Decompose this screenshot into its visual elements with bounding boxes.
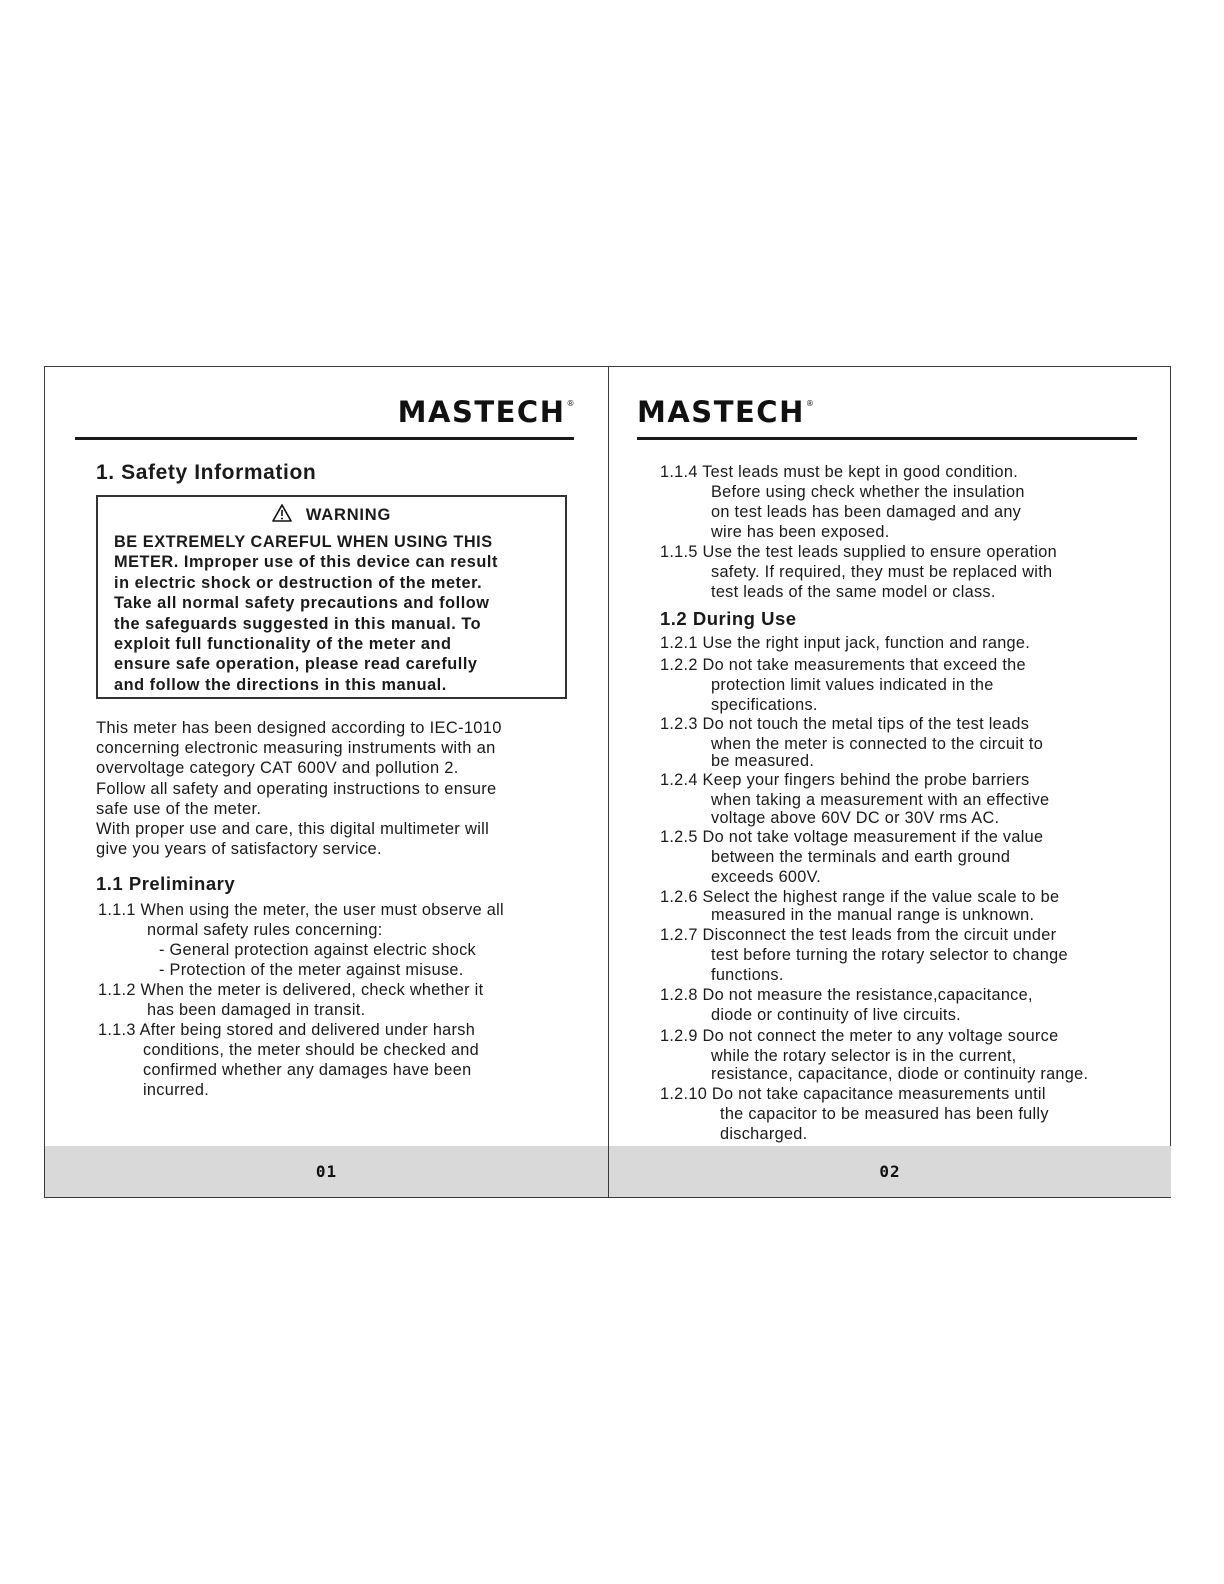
list-item: 1.2.8 Do not measure the resistance,capacitance, diode or continuity of live circuits.: [660, 986, 1033, 1025]
section-title: 1. Safety Information: [96, 461, 317, 484]
brand-logo: MASTECH®: [397, 395, 576, 429]
page-right: [609, 367, 1171, 1197]
manual-spread: [44, 366, 1171, 1198]
brand-logo: MASTECH®: [637, 395, 816, 429]
list-item: 1.2.7 Disconnect the test leads from the circuit under test before turning the rotary selector to change functions.: [660, 926, 1068, 985]
list-item: 1.2.10 Do not take capacitance measurements until the capacitor to be measured has been fully discharged.: [660, 1085, 1049, 1144]
subsection-title-during-use: 1.2 During Use: [660, 608, 797, 629]
page-footer: [609, 1146, 1171, 1197]
list-item: 1.1.5 Use the test leads supplied to ensure operation safety. If required, they must be replaced with test leads of the same model or class.: [660, 543, 1057, 602]
warning-box: [96, 495, 567, 699]
page-number: 01: [315, 1162, 338, 1181]
list-item: 1.1.4 Test leads must be kept in good condition. Before using check whether the insulation on test leads has been damaged and any wire has been exposed.: [660, 463, 1025, 542]
list-item: 1.2.2 Do not take measurements that exceed the protection limit values indicated in the specifications.: [660, 656, 1026, 715]
list-item: 1.1.3 After being stored and delivered under harsh conditions, the meter should be checked and confirmed whether any damages have been incurred.: [98, 1021, 480, 1100]
list-item: 1.2.1 Use the right input jack, function and range.: [660, 634, 1031, 652]
list-item: 1.2.9 Do not connect the meter to any voltage source while the rotary selector is in the current, resistance, capacitance, diode or continuity range.: [660, 1027, 1089, 1084]
subsection-title-preliminary: 1.1 Preliminary: [96, 873, 236, 894]
list-item: 1.2.5 Do not take voltage measurement if the value between the terminals and earth ground exceeds 600V.: [660, 828, 1044, 887]
list-item: 1.1.2 When the meter is delivered, check whether it has been damaged in transit.: [98, 981, 484, 1020]
header-rule: [75, 437, 574, 440]
warning-triangle-icon: [272, 504, 292, 522]
list-item: 1.2.6 Select the highest range if the value scale to be measured in the manual range is unknown.: [660, 888, 1060, 925]
page-left: [45, 367, 609, 1197]
intro-paragraph: This meter has been designed according to IEC-1010 concerning electronic measuring instruments with an overvoltage category CAT 600V and pollution 2. Follow all safety and operating instructions to ensure safe use of the meter. With proper use and care, this digital multimeter will give you years of satisfactory service.: [96, 719, 502, 859]
list-item: 1.2.4 Keep your fingers behind the probe barriers when taking a measurement with an effective voltage above 60V DC or 30V rms AC.: [660, 771, 1050, 828]
page-footer: [45, 1146, 608, 1197]
page-number: 02: [879, 1162, 901, 1181]
header-rule: [637, 437, 1137, 440]
list-item: 1.2.3 Do not touch the metal tips of the test leads when the meter is connected to the circuit to be measured.: [660, 715, 1044, 771]
list-item: 1.1.1 When using the meter, the user must observe all normal safety rules concerning: - General protection against electric shock - Protection of the meter against misuse.: [98, 901, 504, 980]
warning-text: BE EXTREMELY CAREFUL WHEN USING THIS METER. Improper use of this device can result in electric shock or destruction of the meter. Take all normal safety precautions and follow the safeguards suggested in this manual. To exploit full functionality of the meter and ensure safe operation, please read carefully and follow the directions in this manual.: [114, 533, 498, 694]
warning-heading: WARNING: [98, 504, 565, 525]
